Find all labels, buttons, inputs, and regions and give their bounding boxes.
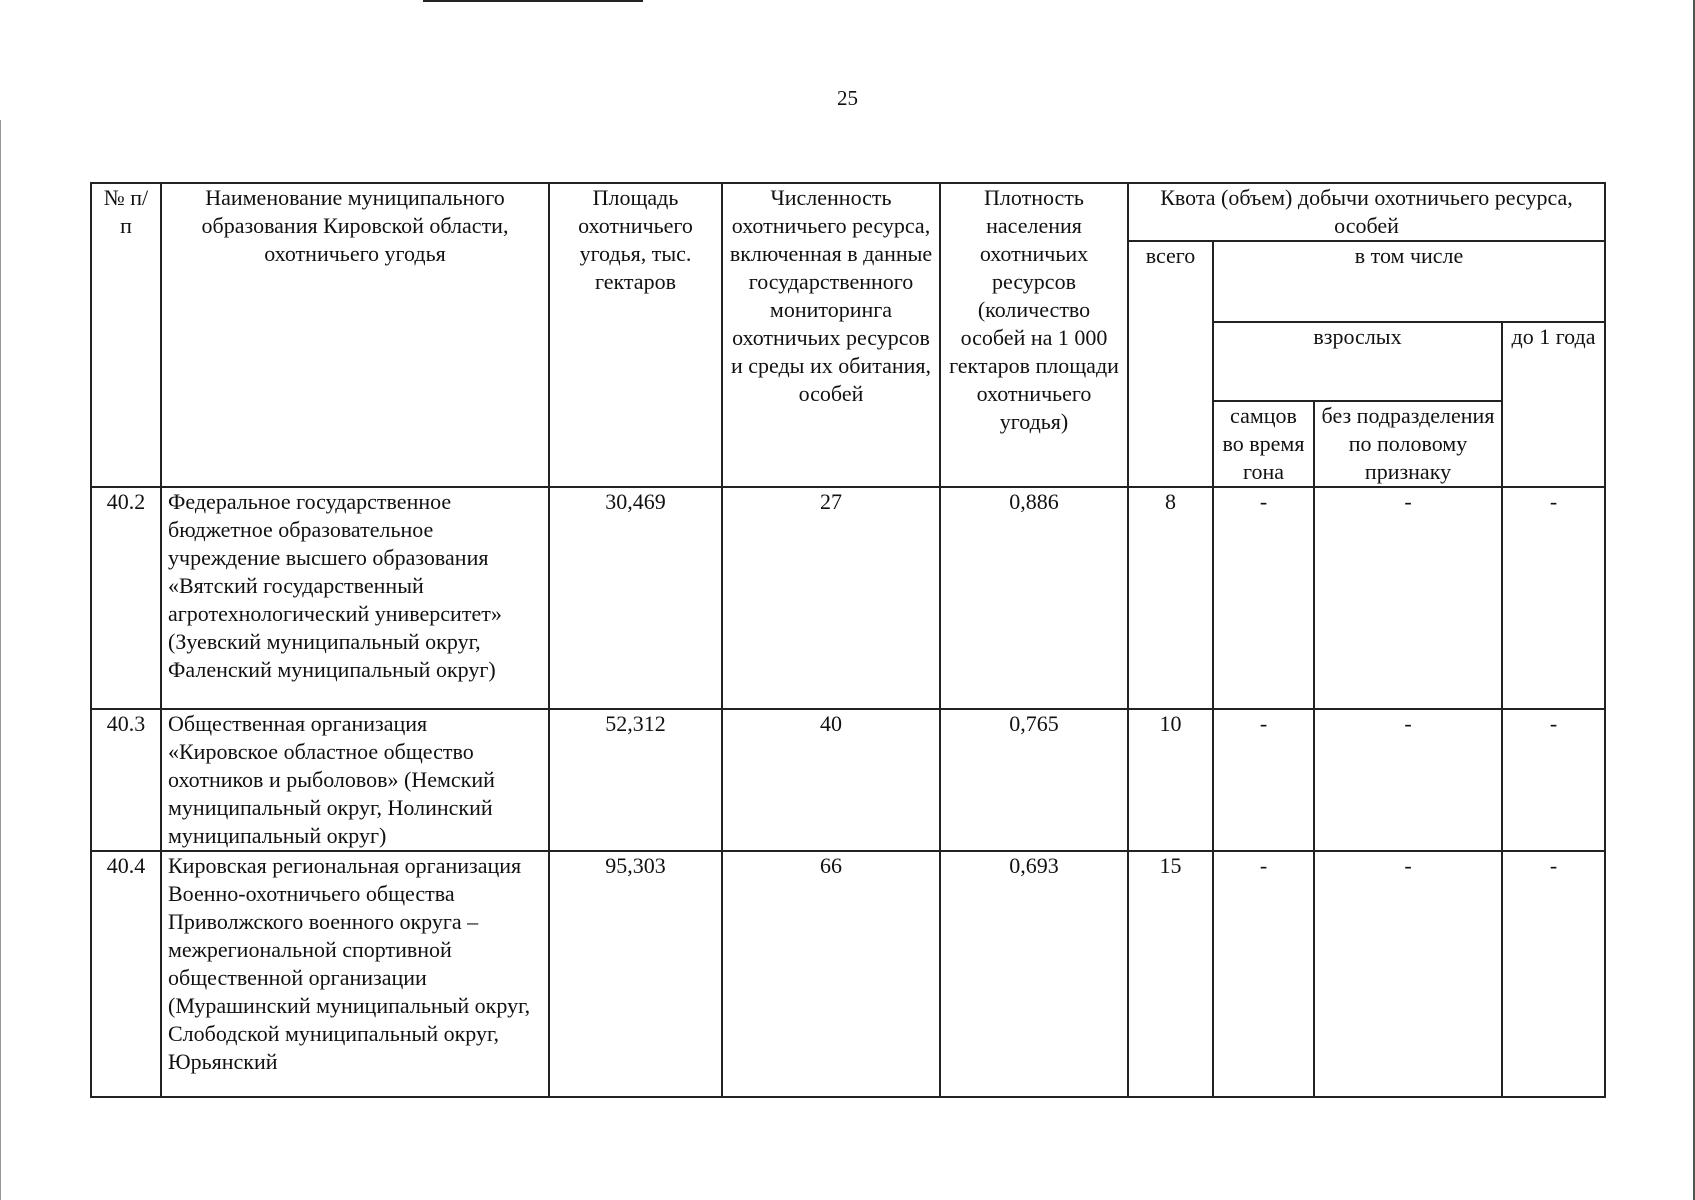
row-males-rut: - — [1213, 487, 1314, 709]
header-population: Численность охотничьего ресурса, включенная в данные государственного мониторинга охотничьих ресурсов и среды их обитания, особей — [722, 183, 940, 487]
table-row — [91, 709, 1605, 851]
header-males-rut: самцов во время гона — [1213, 401, 1314, 487]
row-males-rut: - — [1213, 851, 1314, 1097]
row-area: 95,303 — [549, 851, 722, 1097]
row-name: Кировская региональная организация Военно-охотничьего общества Приволжского военного округа – межрегиональной спортивной общественной организации (Мурашинский муниципальный округ, Слободской муниципальный округ, Юрьянский — [161, 851, 549, 1097]
header-total: всего — [1128, 241, 1213, 487]
header-under-one: до 1 года — [1502, 322, 1605, 487]
row-no-sex: - — [1314, 709, 1502, 851]
scan-edge-left — [0, 120, 1, 1200]
row-total: 15 — [1128, 851, 1213, 1097]
row-under-one: - — [1502, 851, 1605, 1097]
row-population: 27 — [722, 487, 940, 709]
row-name: Федеральное государственное бюджетное образовательное учреждение высшего образования «Вятский государственный агротехнологический университет» (Зуевский муниципальный округ, Фаленский муниципальный округ) — [161, 487, 549, 709]
table-row — [91, 487, 1605, 709]
row-num: 40.3 — [91, 709, 161, 851]
row-name: Общественная организация «Кировское областное общество охотников и рыболовов» (Немский муниципальный округ, Нолинский муниципальный округ) — [161, 709, 549, 851]
row-population: 66 — [722, 851, 940, 1097]
table-row — [91, 851, 1605, 1097]
row-total: 8 — [1128, 487, 1213, 709]
row-density: 0,693 — [940, 851, 1128, 1097]
row-density: 0,886 — [940, 487, 1128, 709]
header-no-sex: без подразделения по половому признаку — [1314, 401, 1502, 487]
row-males-rut: - — [1213, 709, 1314, 851]
row-population: 40 — [722, 709, 940, 851]
header-adults: взрослых — [1213, 322, 1502, 401]
row-no-sex: - — [1314, 487, 1502, 709]
row-under-one: - — [1502, 709, 1605, 851]
scan-artifact-top — [423, 0, 643, 2]
row-under-one: - — [1502, 487, 1605, 709]
header-name: Наименование муниципального образования Кировской области, охотничьего угодья — [161, 183, 549, 487]
row-num: 40.4 — [91, 851, 161, 1097]
header-area: Площадь охотничьего угодья, тыс. гектаров — [549, 183, 722, 487]
header-density: Плотность населения охотничьих ресурсов (количество особей на 1 000 гектаров площади охотничьего угодья) — [940, 183, 1128, 487]
row-no-sex: - — [1314, 851, 1502, 1097]
header-quota: Квота (объем) добычи охотничьего ресурса, особей — [1128, 183, 1605, 241]
row-area: 52,312 — [549, 709, 722, 851]
header-num: № п/п — [91, 183, 161, 487]
quota-table — [90, 182, 1606, 1098]
row-area: 30,469 — [549, 487, 722, 709]
header-including: в том числе — [1213, 241, 1605, 322]
page-number: 25 — [837, 86, 858, 110]
row-num: 40.2 — [91, 487, 161, 709]
row-density: 0,765 — [940, 709, 1128, 851]
row-total: 10 — [1128, 709, 1213, 851]
header-row-1 — [91, 183, 1605, 241]
